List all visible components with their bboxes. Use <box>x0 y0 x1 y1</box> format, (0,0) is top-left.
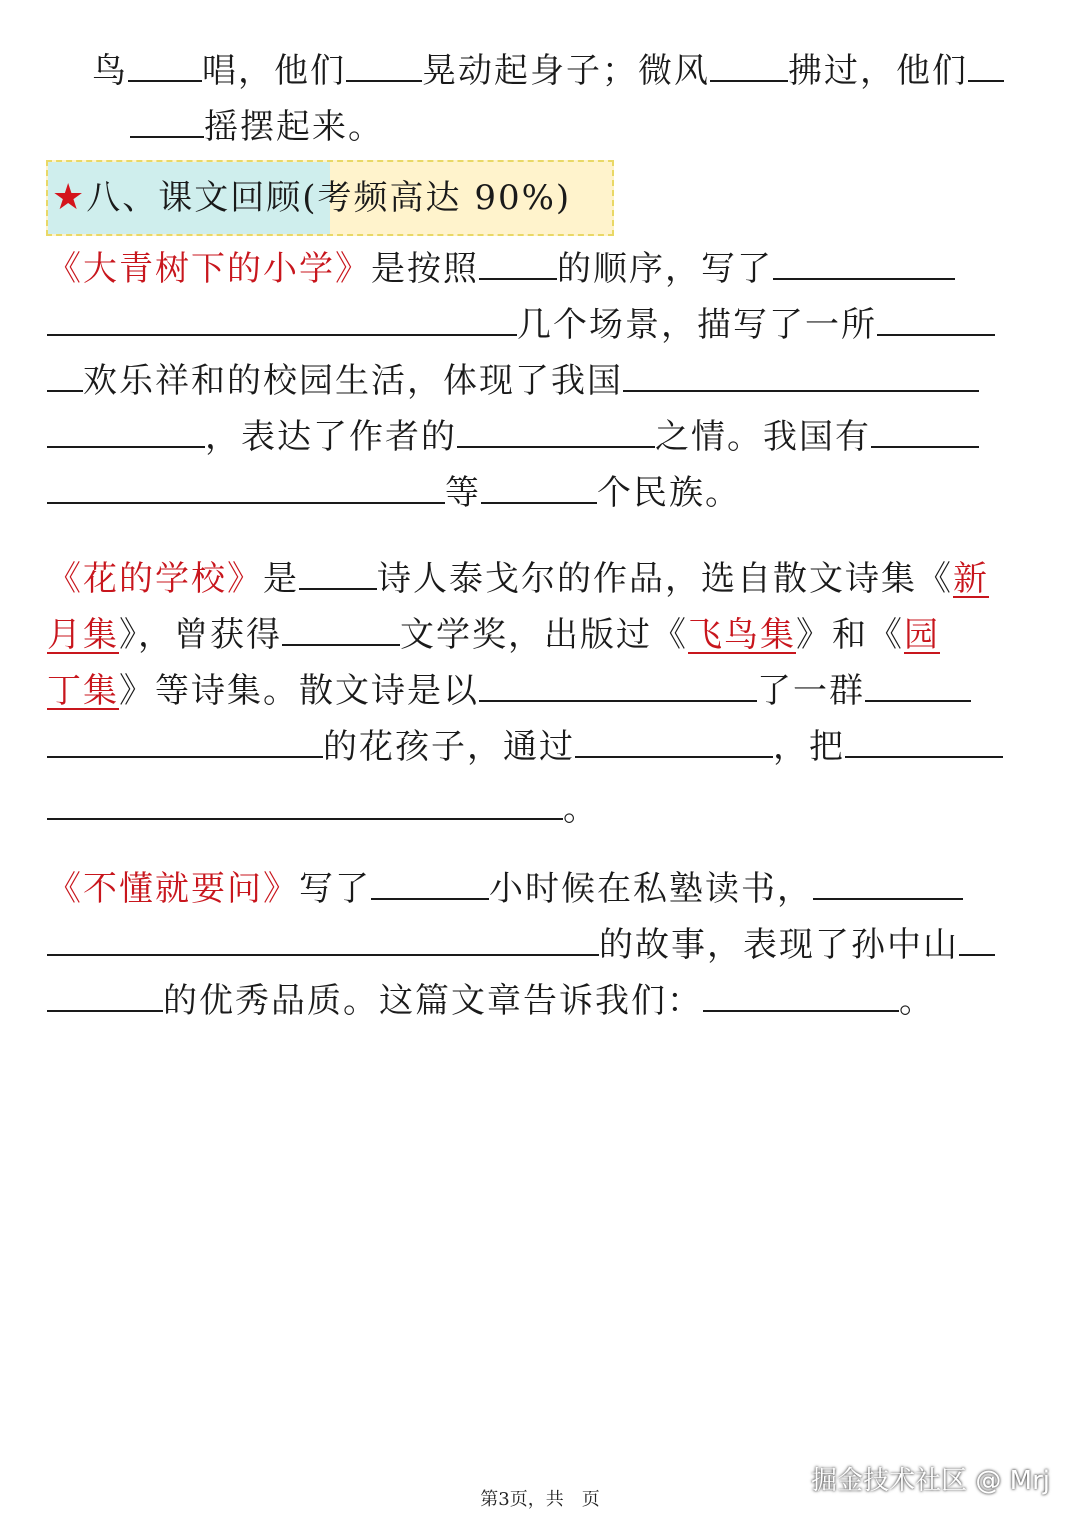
blank[interactable] <box>959 926 995 956</box>
p1-line-1 <box>47 246 1037 292</box>
text: 文学奖，出版过《 <box>400 615 688 655</box>
watermark: 掘金技术社区 @ Mrj <box>811 1466 1050 1496</box>
blank[interactable] <box>47 790 563 820</box>
p3-line-3 <box>47 978 1037 1024</box>
book-title: 新 <box>953 559 989 599</box>
blank[interactable] <box>130 108 204 138</box>
text: 》和《 <box>796 615 904 655</box>
text: 的优秀品质。这篇文章告诉我们： <box>163 981 703 1021</box>
p2-line-4 <box>47 724 1037 770</box>
blank[interactable] <box>47 362 83 392</box>
blank[interactable] <box>623 362 979 392</box>
blank[interactable] <box>128 52 202 82</box>
text: 摇摆起来。 <box>204 107 384 147</box>
blank[interactable] <box>773 250 955 280</box>
p1-line-2 <box>47 302 1037 348</box>
text: 个民族。 <box>597 473 741 513</box>
text: 之情。我国有 <box>655 417 871 457</box>
lesson-title: 《花的学校》 <box>47 559 263 599</box>
blank[interactable] <box>299 560 377 590</box>
blank[interactable] <box>481 474 597 504</box>
blank[interactable] <box>813 870 963 900</box>
blank[interactable] <box>47 982 163 1012</box>
text: 。 <box>899 981 935 1021</box>
text: 是按照 <box>371 249 479 289</box>
section-header <box>46 160 614 236</box>
blank[interactable] <box>47 418 205 448</box>
blank[interactable] <box>457 418 655 448</box>
section-title <box>52 174 571 222</box>
text: 晃动起身子；微风 <box>422 51 710 91</box>
blank[interactable] <box>346 52 422 82</box>
blank[interactable] <box>845 728 1003 758</box>
star-icon: ★ <box>52 177 87 218</box>
blank[interactable] <box>47 474 445 504</box>
p1-line-5 <box>47 470 1037 516</box>
p2-line-3 <box>47 668 1037 714</box>
text: 》，曾获得 <box>119 615 282 655</box>
blank[interactable] <box>371 870 489 900</box>
text: 的故事，表现了孙中山 <box>599 925 959 965</box>
text: 鸟 <box>92 51 128 91</box>
p2-line-2 <box>47 612 1037 658</box>
text: 写了 <box>299 869 371 909</box>
text: 了一群 <box>757 671 865 711</box>
lesson-title: 《不懂就要问》 <box>47 869 299 909</box>
blank[interactable] <box>479 672 757 702</box>
blank[interactable] <box>710 52 788 82</box>
book-title: 飞鸟集 <box>688 615 796 655</box>
p1-line-4 <box>47 414 1037 460</box>
section-title-text: 八、课文回顾 <box>86 178 303 218</box>
text: ，把 <box>773 727 845 767</box>
text: 等 <box>445 473 481 513</box>
blank[interactable] <box>968 52 1004 82</box>
book-title: 园 <box>904 615 940 655</box>
text: 》等诗集。散文诗是以 <box>119 671 479 711</box>
frequency-note: (考频高达 90%) <box>302 178 572 218</box>
p2-line-5 <box>47 786 1037 832</box>
p3-line-2 <box>47 922 1037 968</box>
text: 小时候在私塾读书， <box>489 869 813 909</box>
text: 唱，他们 <box>202 51 346 91</box>
p2-line-1 <box>47 556 1037 602</box>
text: 。 <box>563 789 599 829</box>
text: 的花孩子，通过 <box>323 727 575 767</box>
blank[interactable] <box>47 306 517 336</box>
text: 拂过，他们 <box>788 51 968 91</box>
top-line-1 <box>92 48 1037 94</box>
blank[interactable] <box>282 616 400 646</box>
page-number: 第3页，共 页 <box>480 1489 600 1510</box>
blank[interactable] <box>871 418 979 448</box>
text: ，表达了作者的 <box>205 417 457 457</box>
text: 的顺序，写了 <box>557 249 773 289</box>
book-title: 月集 <box>47 615 119 655</box>
blank[interactable] <box>877 306 995 336</box>
text: 是 <box>263 559 299 599</box>
blank[interactable] <box>703 982 899 1012</box>
text: 诗人泰戈尔的作品，选自散文诗集《 <box>377 559 953 599</box>
blank[interactable] <box>47 926 599 956</box>
book-title: 丁集 <box>47 671 119 711</box>
top-line-2 <box>130 104 1080 150</box>
p1-line-3 <box>47 358 1037 404</box>
blank[interactable] <box>865 672 971 702</box>
text: 几个场景，描写了一所 <box>517 305 877 345</box>
blank[interactable] <box>479 250 557 280</box>
text: 欢乐祥和的校园生活，体现了我国 <box>83 361 623 401</box>
lesson-title: 《大青树下的小学》 <box>47 249 371 289</box>
blank[interactable] <box>575 728 773 758</box>
p3-line-1 <box>47 866 1037 912</box>
blank[interactable] <box>47 728 323 758</box>
